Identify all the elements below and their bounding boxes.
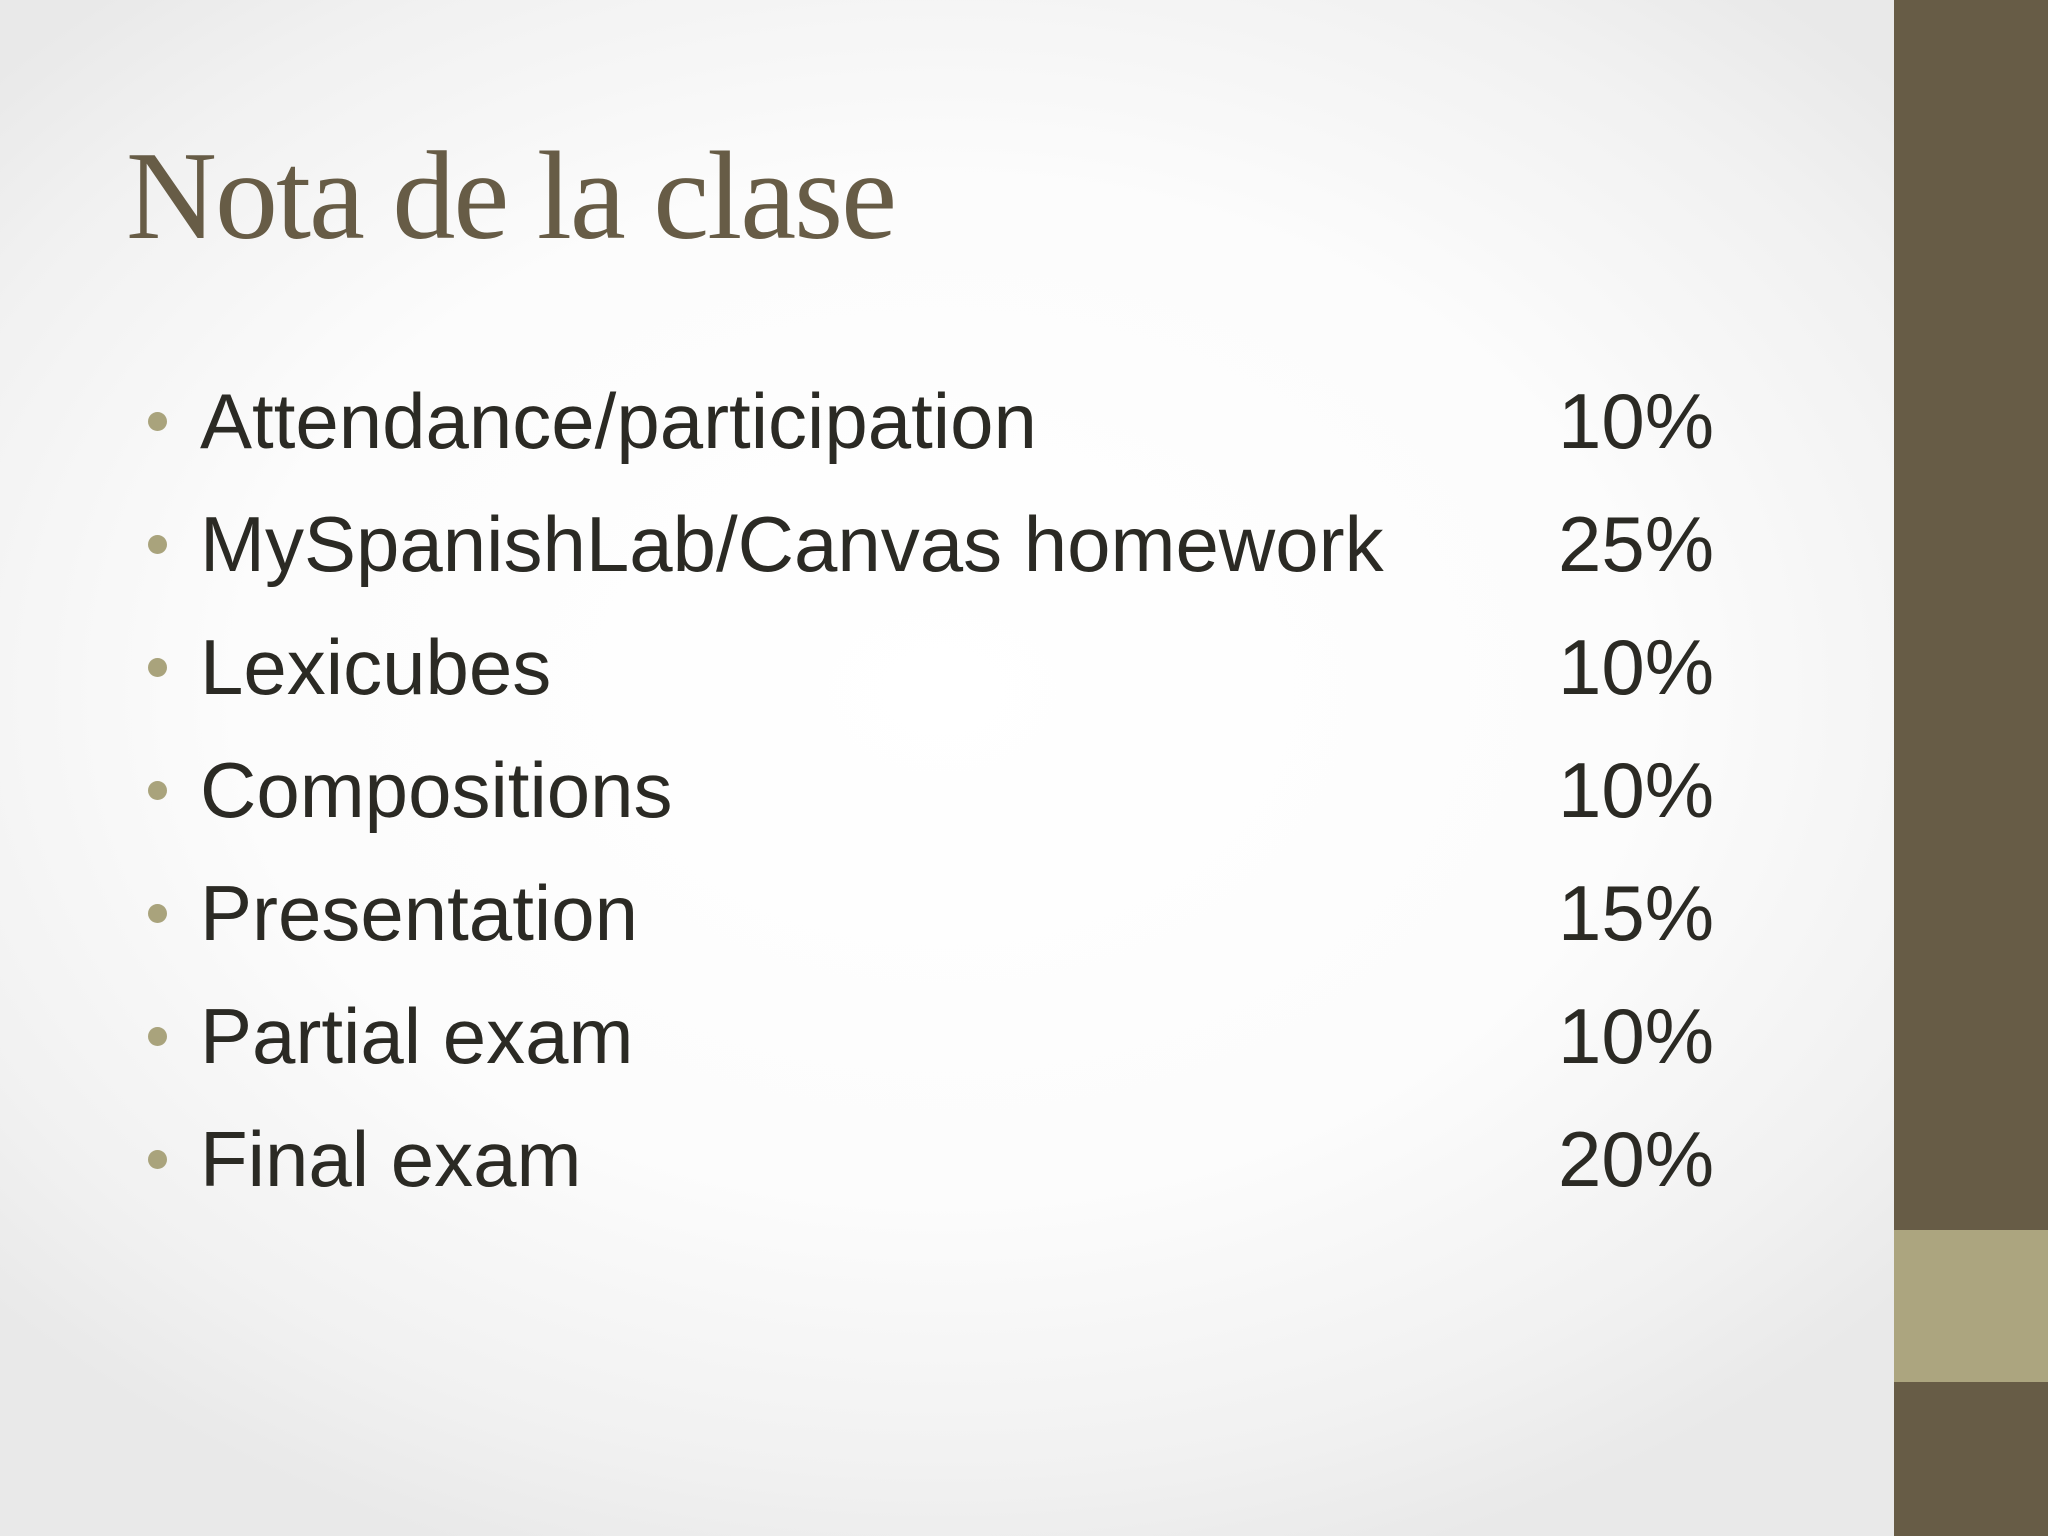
- grade-item-percentage: 15%: [1558, 869, 1715, 957]
- grade-item-label: Presentation: [200, 869, 638, 957]
- grade-item-label: Attendance/participation: [200, 377, 1037, 465]
- grade-item-label: Partial exam: [200, 992, 634, 1080]
- side-accent-decoration: [1894, 1230, 2048, 1382]
- grade-item-presentation: [148, 852, 1715, 975]
- grade-item-percentage: 20%: [1558, 1115, 1715, 1203]
- grade-item-attendance: [148, 360, 1715, 483]
- grade-item-lexicubes: [148, 606, 1715, 729]
- grade-item-label: Lexicubes: [200, 623, 552, 711]
- grade-item-percentage: 25%: [1558, 500, 1715, 588]
- bullet-icon: [148, 1027, 167, 1046]
- grade-item-percentage: 10%: [1558, 623, 1715, 711]
- bullet-icon: [148, 658, 167, 677]
- grade-item-percentage: 10%: [1558, 746, 1715, 834]
- grade-item-compositions: [148, 729, 1715, 852]
- grade-item-partial-exam: [148, 975, 1715, 1098]
- bullet-icon: [148, 535, 167, 554]
- grade-item-percentage: 10%: [1558, 377, 1715, 465]
- grade-item-homework: [148, 483, 1715, 606]
- grade-item-final-exam: [148, 1098, 1715, 1221]
- grade-item-percentage: 10%: [1558, 992, 1715, 1080]
- slide-title: Nota de la clase: [126, 127, 896, 266]
- grade-list: [148, 360, 1715, 1221]
- bullet-icon: [148, 1150, 167, 1169]
- bullet-icon: [148, 904, 167, 923]
- bullet-icon: [148, 781, 167, 800]
- grade-item-label: Final exam: [200, 1115, 582, 1203]
- bullet-icon: [148, 412, 167, 431]
- grade-item-label: MySpanishLab/Canvas homework: [200, 500, 1384, 588]
- grade-item-label: Compositions: [200, 746, 673, 834]
